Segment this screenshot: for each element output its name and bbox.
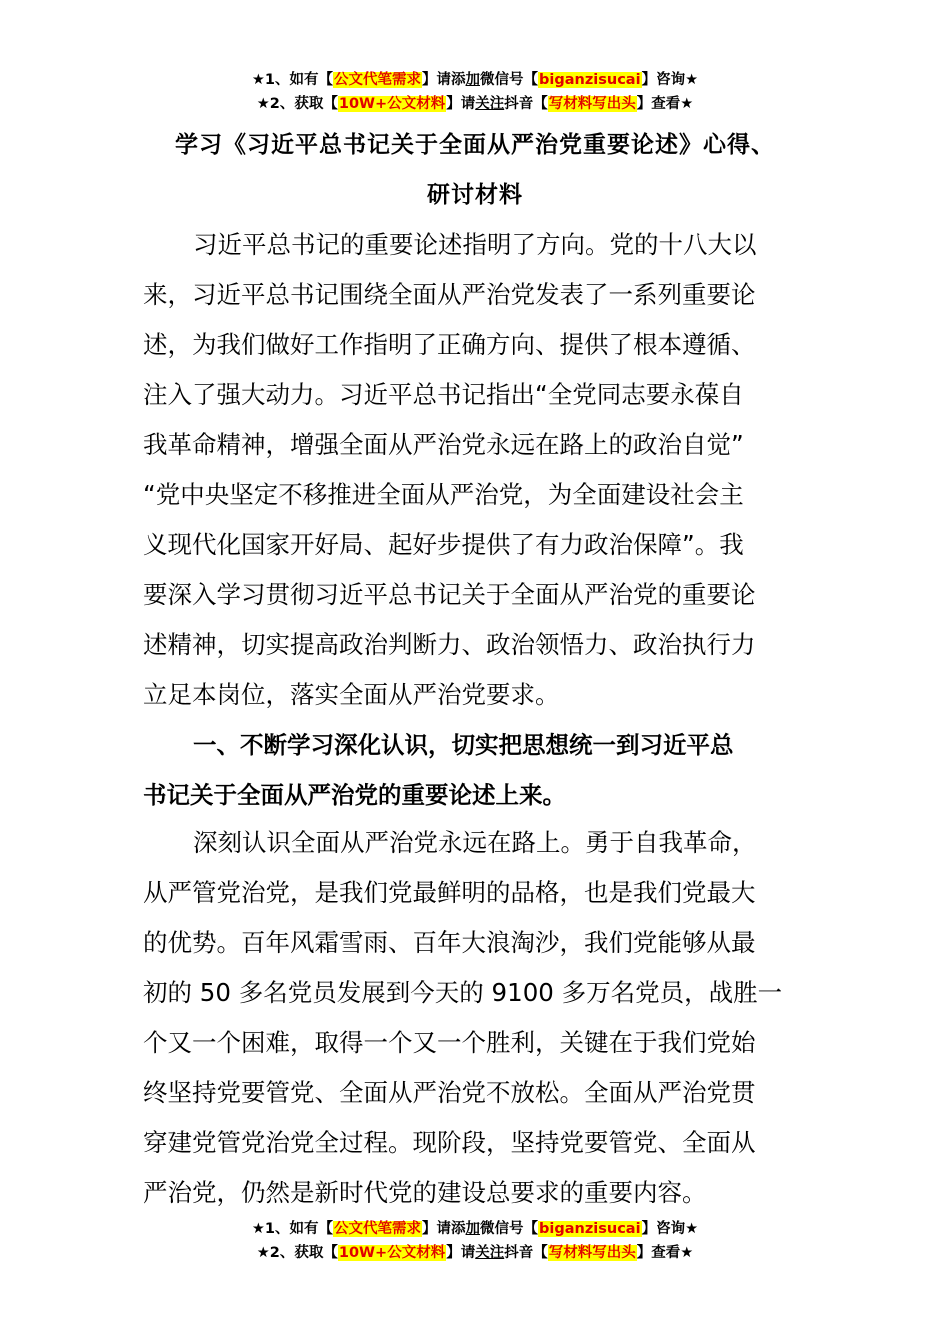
text-line: “党中央坚定不移推进全面从严治党，为全面建设社会主 xyxy=(143,480,744,509)
notice-text: 】请添 xyxy=(422,1221,466,1237)
notice-text: 】咨询★ xyxy=(641,72,699,88)
text-line: 述，为我们做好工作指明了正确方向、提供了根本遵循、 xyxy=(143,330,756,359)
text-line: 来，习近平总书记围绕全面从严治党发表了一系列重要论 xyxy=(143,280,756,309)
header-notice-line-2 xyxy=(0,93,950,115)
notice-text: ★1、如有【 xyxy=(251,1221,334,1237)
highlight-service: 公文代笔需求 xyxy=(334,1221,422,1237)
notice-text: 抖音【 xyxy=(504,1245,548,1261)
text-line: 的优势。百年风霜雪雨、百年大浪淘沙，我们党能够从最 xyxy=(143,928,756,957)
highlight-douyin-account: 写材料写出头 xyxy=(548,1245,636,1261)
notice-text: 】请添 xyxy=(422,72,466,88)
paragraph-intro xyxy=(143,220,807,720)
notice-text: 抖音【 xyxy=(504,96,548,112)
highlight-materials: 10W+公文材料 xyxy=(338,1245,446,1261)
notice-text: 微信号【 xyxy=(480,1221,539,1237)
highlight-wechat-id: biganzisucai xyxy=(539,72,641,88)
notice-underlined: 加 xyxy=(465,1221,481,1237)
text-line: 穿建党管党治党全过程。现阶段，坚持党要管党、全面从 xyxy=(143,1128,756,1157)
notice-text: 微信号【 xyxy=(480,72,539,88)
text-line: 严治党，仍然是新时代党的建设总要求的重要内容。 xyxy=(143,1178,707,1207)
text-line: 终坚持党要管党、全面从严治党不放松。全面从严治党贯 xyxy=(143,1078,756,1107)
document-title xyxy=(140,120,810,220)
section-heading-1 xyxy=(143,720,807,820)
highlight-materials: 10W+公文材料 xyxy=(338,96,446,112)
footer-notice-line-2 xyxy=(0,1242,950,1264)
highlight-wechat-id: biganzisucai xyxy=(539,1221,641,1237)
notice-text: 】查看★ xyxy=(636,96,694,112)
notice-text: 】请 xyxy=(446,1245,476,1261)
title-line: 研讨材料 xyxy=(427,182,523,208)
notice-text: 】查看★ xyxy=(636,1245,694,1261)
heading-line: 一、不断学习深化认识，切实把思想统一到习近平总 xyxy=(193,731,734,759)
heading-line: 书记关于全面从严治党的重要论述上来。 xyxy=(143,781,566,809)
notice-underlined: 关注 xyxy=(475,1245,505,1261)
notice-text: 】请 xyxy=(446,96,476,112)
title-line: 学习《习近平总书记关于全面从严治党重要论述》心得、 xyxy=(175,132,775,158)
footer-notice-line-1 xyxy=(0,1218,950,1240)
text-line: 义现代化国家开好局、起好步提供了有力政治保障”。我 xyxy=(143,530,744,559)
text-line: 深刻认识全面从严治党永远在路上。勇于自我革命， xyxy=(193,828,757,857)
text-line: 个又一个困难，取得一个又一个胜利，关键在于我们党始 xyxy=(143,1028,756,1057)
text-line: 立足本岗位，落实全面从严治党要求。 xyxy=(143,680,560,709)
notice-underlined: 关注 xyxy=(475,96,505,112)
text-line: 注入了强大动力。习近平总书记指出“全党同志要永葆自 xyxy=(143,380,744,409)
highlight-service: 公文代笔需求 xyxy=(334,72,422,88)
notice-underlined: 加 xyxy=(465,72,481,88)
text-line: 从严管党治党，是我们党最鲜明的品格，也是我们党最大 xyxy=(143,878,756,907)
text-line: 我革命精神，增强全面从严治党永远在路上的政治自觉” xyxy=(143,430,744,459)
notice-text: 】咨询★ xyxy=(641,1221,699,1237)
notice-text: ★2、获取【 xyxy=(256,96,338,112)
header-notice-line-1 xyxy=(0,69,950,91)
paragraph-section-1 xyxy=(143,818,807,1218)
highlight-douyin-account: 写材料写出头 xyxy=(548,96,636,112)
text-line: 初的 50 多名党员发展到今天的 9100 多万名党员，战胜一 xyxy=(143,978,783,1007)
notice-text: ★1、如有【 xyxy=(251,72,334,88)
text-line: 习近平总书记的重要论述指明了方向。党的十八大以 xyxy=(193,230,757,259)
text-line: 要深入学习贯彻习近平总书记关于全面从严治党的重要论 xyxy=(143,580,756,609)
text-line: 述精神，切实提高政治判断力、政治领悟力、政治执行力 xyxy=(143,630,756,659)
notice-text: ★2、获取【 xyxy=(256,1245,338,1261)
